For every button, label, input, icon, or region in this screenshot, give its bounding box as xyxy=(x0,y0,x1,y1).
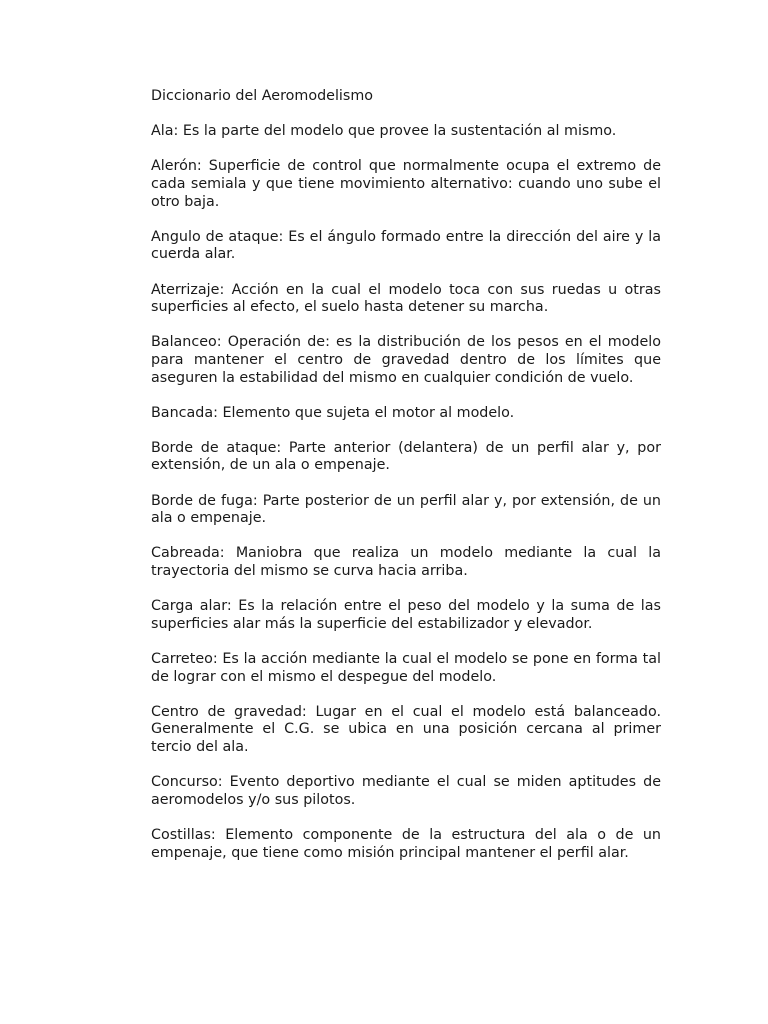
entry-balanceo: Balanceo: Operación de: es la distribución de los pesos en el modelo para mantener el centro de gravedad dentro de los límites que aseguren la estabilidad del mismo en cualquier condición de vuelo. xyxy=(151,334,661,386)
entry-carga-alar: Carga alar: Es la relación entre el peso del modelo y la suma de las superficies alar más la superficie del estabilizador y elevador. xyxy=(151,598,661,632)
entry-costillas: Costillas: Elemento componente de la estructura del ala o de un empenaje, que tiene como misión principal mantener el perfil alar. xyxy=(151,826,661,861)
entry-carreteo: Carreteo: Es la acción mediante la cual el modelo se pone en forma tal de lograr con el mismo el despegue del modelo. xyxy=(151,651,661,685)
entry-bancada: Bancada: Elemento que sujeta el motor al modelo. xyxy=(151,404,515,421)
entry-ala: Ala: Es la parte del modelo que provee la sustentación al mismo. xyxy=(151,123,617,140)
entry-angulo-de-ataque: Angulo de ataque: Es el ángulo formado entre la dirección del aire y la cuerda alar. xyxy=(151,228,661,263)
entry-centro-de-gravedad: Centro de gravedad: Lugar en el cual el modelo está balanceado. Generalmente el C.G. se ubica en una posición cercana al primer tercio del ala. xyxy=(151,703,661,755)
entry-borde-de-fuga: Borde de fuga: Parte posterior de un perfil alar y, por extensión, de un ala o empenaje. xyxy=(151,492,661,527)
entry-borde-de-ataque: Borde de ataque: Parte anterior (delantera) de un perfil alar y, por extensión, de un ala o empenaje. xyxy=(151,439,661,474)
document-title: Diccionario del Aeromodelismo xyxy=(151,88,374,104)
document-page xyxy=(151,88,661,880)
entry-cabreada: Cabreada: Maniobra que realiza un modelo mediante la cual la trayectoria del mismo se curva hacia arriba. xyxy=(151,545,661,580)
entry-concurso: Concurso: Evento deportivo mediante el cual se miden aptitudes de aeromodelos y/o sus pilotos. xyxy=(151,774,661,808)
entry-aleron: Alerón: Superficie de control que normalmente ocupa el extremo de cada semiala y que tiene movimiento alternativo: cuando uno sube el otro baja. xyxy=(151,158,661,210)
entry-aterrizaje: Aterrizaje: Acción en la cual el modelo toca con sus ruedas u otras superficies al efecto, el suelo hasta detener su marcha. xyxy=(151,281,661,316)
